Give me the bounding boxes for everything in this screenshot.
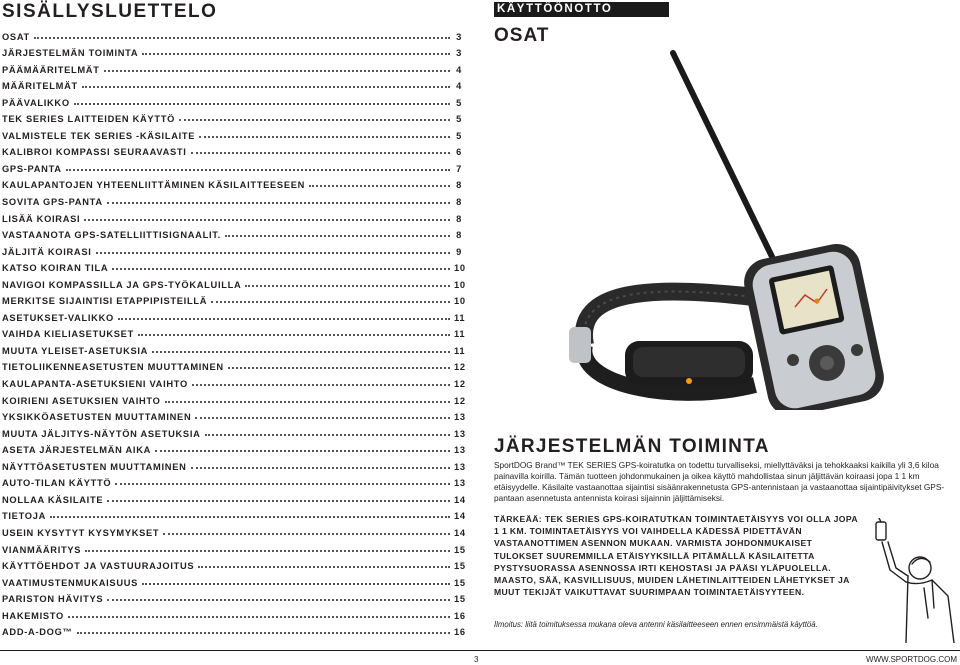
- toc-entry[interactable]: [2, 538, 466, 555]
- toc-entry-label: NAVIGOI KOMPASSILLA JA GPS-TYÖKALUILLA: [2, 279, 242, 290]
- toc-entry-label: VAIHDA KIELIASETUKSET: [2, 329, 134, 340]
- toc-entry-page: 8: [456, 180, 462, 191]
- toc-entry-page: 14: [454, 494, 466, 505]
- toc-entry-page: 11: [454, 345, 466, 356]
- toc-leader-dots: [77, 632, 450, 634]
- toc-entry-label: KOIRIENI ASETUKSIEN VAIHTO: [2, 395, 161, 406]
- toc-entry-page: 10: [454, 263, 466, 274]
- toc-entry-page: 13: [454, 478, 466, 489]
- toc-entry[interactable]: [2, 141, 462, 158]
- toc-entry[interactable]: [2, 323, 466, 340]
- toc-entry-page: 12: [454, 395, 466, 406]
- toc-entry[interactable]: [2, 439, 466, 456]
- toc-entry-page: 11: [454, 329, 466, 340]
- toc-entry-page: 8: [456, 213, 462, 224]
- toc-entry-label: TIETOJA: [2, 511, 46, 522]
- toc-entry[interactable]: [2, 372, 466, 390]
- toc-leader-dots: [245, 285, 450, 287]
- toc-leader-dots: [68, 616, 450, 618]
- toc-leader-dots: [165, 401, 450, 403]
- toc-entry-page: 4: [456, 64, 462, 75]
- toc-entry[interactable]: [2, 207, 462, 224]
- toc-leader-dots: [74, 103, 450, 105]
- toc-entry-label: PÄÄMÄÄRITELMÄT: [2, 64, 100, 75]
- toc-entry-label: KATSO KOIRAN TILA: [2, 263, 109, 274]
- toc-entry-label: GPS-PANTA: [2, 163, 62, 174]
- toc-leader-dots: [198, 566, 450, 568]
- toc-entry[interactable]: [2, 75, 462, 92]
- toc-entry-label: SOVITA GPS-PANTA: [2, 197, 103, 208]
- toc-entry-label: PARISTON HÄVITYS: [2, 594, 104, 605]
- toc-entry-page: 14: [454, 511, 466, 522]
- footer-divider: [0, 650, 960, 651]
- toc-entry-label: VALMISTELE TEK SERIES -KÄSILAITE: [2, 130, 196, 141]
- toc-leader-dots: [96, 252, 450, 254]
- toc-entry-label: MUUTA YLEISET-ASETUKSIA: [2, 345, 149, 356]
- toc-entry[interactable]: [2, 555, 466, 572]
- toc-entry-page: 14: [454, 527, 466, 538]
- toc-entry[interactable]: [2, 389, 466, 406]
- toc-entry-label: HAKEMISTO: [2, 610, 64, 621]
- toc-entry-label: JÄRJESTELMÄN TOIMINTA: [2, 48, 139, 59]
- toc-leader-dots: [211, 301, 450, 303]
- toc-leader-dots: [118, 318, 450, 320]
- toc-entry-page: 15: [454, 544, 466, 555]
- toc-leader-dots: [142, 583, 450, 585]
- toc-leader-dots: [155, 450, 450, 452]
- toc-entry-label: ASETA JÄRJESTELMÄN AIKA: [2, 445, 152, 456]
- toc-entry-page: 8: [456, 230, 462, 241]
- toc-leader-dots: [163, 533, 450, 535]
- toc-entry-page: 13: [454, 461, 466, 472]
- toc-entry-label: KAULAPANTOJEN YHTEENLIITTÄMINEN KÄSILAITTEESEEN: [2, 180, 306, 191]
- toc-entry[interactable]: [2, 124, 462, 141]
- toc-leader-dots: [309, 185, 450, 187]
- toc-leader-dots: [192, 384, 450, 386]
- toc-leader-dots: [205, 434, 450, 436]
- toc-entry-label: LISÄÄ KOIRASI: [2, 213, 81, 224]
- toc-entry[interactable]: [2, 422, 466, 439]
- toc-entry-page: 3: [456, 48, 462, 59]
- toc-leader-dots: [112, 268, 450, 270]
- toc-entry[interactable]: [2, 91, 462, 108]
- toc-entry[interactable]: [2, 604, 466, 621]
- toc-entry[interactable]: [2, 306, 466, 323]
- toc-leader-dots: [66, 169, 450, 171]
- toc-entry-label: VASTAANOTA GPS-SATELLIITTISIGNAALIT.: [2, 230, 221, 241]
- toc-entry-page: 5: [456, 130, 462, 141]
- website-link[interactable]: WWW.SPORTDOG.COM: [866, 655, 957, 664]
- toc-entry-page: 16: [454, 610, 466, 621]
- toc-entry-label: NÄYTTÖASETUSTEN MUUTTAMINEN: [2, 461, 187, 472]
- toc-entry[interactable]: [2, 224, 462, 241]
- toc-entry-page: 5: [456, 114, 462, 125]
- toc-entry-page: 13: [454, 412, 466, 423]
- parts-title: OSAT: [494, 25, 550, 46]
- toc-entry[interactable]: [2, 257, 466, 274]
- toc-entry-page: 12: [454, 362, 466, 373]
- system-operation-title: JÄRJESTELMÄN TOIMINTA: [494, 436, 770, 457]
- toc-leader-dots: [225, 235, 450, 237]
- toc-leader-dots: [191, 152, 450, 154]
- toc-entry-page: 5: [456, 97, 462, 108]
- toc-leader-dots: [152, 351, 450, 353]
- toc-entry-label: USEIN KYSYTYT KYSYMYKSET: [2, 527, 160, 538]
- toc-entry[interactable]: [2, 190, 462, 207]
- toc-entry[interactable]: [2, 25, 462, 42]
- toc-entry-page: 3: [456, 31, 462, 42]
- toc-entry-page: 8: [456, 197, 462, 208]
- toc-entry[interactable]: [2, 240, 462, 257]
- toc-entry-label: TEK SERIES LAITTEIDEN KÄYTTÖ: [2, 114, 176, 125]
- toc-entry-page: 15: [454, 561, 466, 572]
- toc-leader-dots: [107, 500, 450, 502]
- toc-leader-dots: [104, 70, 450, 72]
- toc-entry-page: 4: [456, 81, 462, 92]
- toc-entry[interactable]: [2, 58, 462, 75]
- toc-entry[interactable]: [2, 472, 466, 489]
- toc-entry-page: 15: [454, 577, 466, 588]
- toc-leader-dots: [107, 202, 450, 204]
- toc-entry[interactable]: [2, 290, 466, 307]
- toc-entry[interactable]: [2, 108, 462, 125]
- toc-leader-dots: [191, 467, 450, 469]
- toc-leader-dots: [228, 367, 450, 369]
- toc-entry-page: 9: [456, 246, 462, 257]
- toc-leader-dots: [115, 483, 450, 485]
- toc-leader-dots: [195, 417, 450, 419]
- toc-title: SISÄLLYSLUETTELO: [2, 1, 218, 22]
- toc-entry[interactable]: [2, 42, 462, 59]
- toc-entry-label: KAULAPANTA-ASETUKSIENI VAIHTO: [2, 379, 188, 390]
- toc-leader-dots: [50, 516, 450, 518]
- toc-leader-dots: [84, 219, 450, 221]
- table-of-contents: [2, 25, 466, 638]
- toc-entry-label: KÄYTTÖEHDOT JA VASTUURAJOITUS: [2, 561, 195, 572]
- toc-entry-page: 12: [454, 379, 466, 390]
- antenna-note: Ilmoitus: liitä toimituksessa mukana oleva antenni käsilaitteeseen ennen ensimmäistä käyttöä.: [494, 620, 818, 629]
- toc-entry-page: 7: [456, 163, 462, 174]
- toc-entry-label: VAATIMUSTENMUKAISUUS: [2, 577, 139, 588]
- toc-entry[interactable]: [2, 406, 466, 423]
- toc-entry-label: AUTO-TILAN KÄYTTÖ: [2, 478, 112, 489]
- toc-entry[interactable]: [2, 455, 466, 472]
- toc-entry[interactable]: [2, 488, 466, 505]
- toc-entry-label: TIETOLIIKENNEASETUSTEN MUUTTAMINEN: [2, 362, 224, 373]
- toc-leader-dots: [142, 53, 450, 55]
- toc-entry[interactable]: [2, 174, 462, 191]
- toc-entry-page: 13: [454, 428, 466, 439]
- toc-entry-label: MÄÄRITELMÄT: [2, 81, 78, 92]
- toc-entry-page: 13: [454, 445, 466, 456]
- toc-entry-label: KALIBROI KOMPASSI SEURAAVASTI: [2, 147, 187, 158]
- toc-entry-label: MERKITSE SIJAINTISI ETAPPIPISTEILLÄ: [2, 296, 208, 307]
- toc-entry-page: 10: [454, 296, 466, 307]
- toc-entry-label: NOLLAA KÄSILAITE: [2, 494, 104, 505]
- toc-leader-dots: [82, 86, 450, 88]
- toc-entry-label: ADD-A-DOG™: [2, 627, 73, 638]
- toc-entry-label: ASETUKSET-VALIKKO: [2, 312, 114, 323]
- toc-leader-dots: [179, 119, 450, 121]
- section-label: KÄYTTÖÖNOTTO: [494, 2, 669, 17]
- toc-entry[interactable]: [2, 356, 466, 373]
- toc-entry-label: VIANMÄÄRITYS: [2, 544, 82, 555]
- toc-entry[interactable]: [2, 505, 466, 522]
- toc-entry-label: PÄÄVALIKKO: [2, 97, 70, 108]
- product-image: [555, 45, 885, 410]
- system-operation-text: SportDOG Brand™ TEK SERIES GPS-koiratutka on todettu turvalliseksi, miellyttäväksi ja tehokkaaksi kaikilla yli 3,6 kiloa painavilla koirilla. Tämän tuotteen johdonmukainen ja oikea käyttö mahdollistaa sinun jäljittävän koiraasi jopa 1 1 km etäisyydelle. Käsilaite vastaanottaa sijaintisi sisäänrakennetusta GPS-antennistaan ja vastaanottaa sijaintipäivitykset GPS-pantaan asennetusta antennista koirasi sijainnin jäljittämiseksi.: [494, 460, 945, 503]
- toc-entry-label: JÄLJITÄ KOIRASI: [2, 246, 92, 257]
- toc-entry-page: 15: [454, 594, 466, 605]
- toc-entry-page: 10: [454, 279, 466, 290]
- toc-leader-dots: [199, 136, 450, 138]
- toc-entry-label: OSAT: [2, 31, 30, 42]
- toc-entry[interactable]: [2, 571, 466, 588]
- toc-entry[interactable]: [2, 157, 462, 174]
- toc-entry-page: 6: [456, 147, 462, 158]
- toc-leader-dots: [85, 550, 450, 552]
- page-number: 3: [474, 655, 479, 664]
- toc-leader-dots: [34, 37, 450, 39]
- range-warning: TÄRKEÄÄ: TEK SERIES GPS-KOIRATUTKAN TOIMINTAETÄISYYS VOI OLLA JOPA 1 1 KM. TOIMINTAETÄISYYS VOI VAIHDELLA KÄDESSÄ PIDETTÄVÄN VASTAANOTTIMEN ASENNON MUKAAN. VARMISTA JOHDONMUKAISET TULOKSET SUUREMMILLA ETÄISYYKSILLÄ PITÄMÄLLÄ KÄSILAITETTA PYSTYSUORASSA ASENNOSSA IRTI KEHOSTASI JA PÄÄSI YLÄPUOLELLA. MAASTO, SÄÄ, KASVILLISUUS, MUIDEN LÄHETINLAITTEIDEN LÄHETYKSET JA MUUT TEKIJÄT VAIKUTTAVAT SUURIMPAAN TOIMINTAETÄISYYTEEN.: [494, 514, 858, 598]
- toc-entry[interactable]: [2, 521, 466, 538]
- toc-entry[interactable]: [2, 621, 466, 638]
- toc-entry[interactable]: [2, 273, 466, 290]
- toc-entry[interactable]: [2, 339, 466, 356]
- toc-leader-dots: [138, 334, 450, 336]
- toc-entry-page: 16: [454, 627, 466, 638]
- toc-entry[interactable]: [2, 588, 466, 605]
- toc-entry-label: MUUTA JÄLJITYS-NÄYTÖN ASETUKSIA: [2, 428, 201, 439]
- toc-leader-dots: [107, 599, 450, 601]
- person-holding-device-icon: [868, 518, 958, 643]
- toc-entry-page: 11: [454, 312, 466, 323]
- toc-entry-label: YKSIKKÖASETUSTEN MUUTTAMINEN: [2, 412, 192, 423]
